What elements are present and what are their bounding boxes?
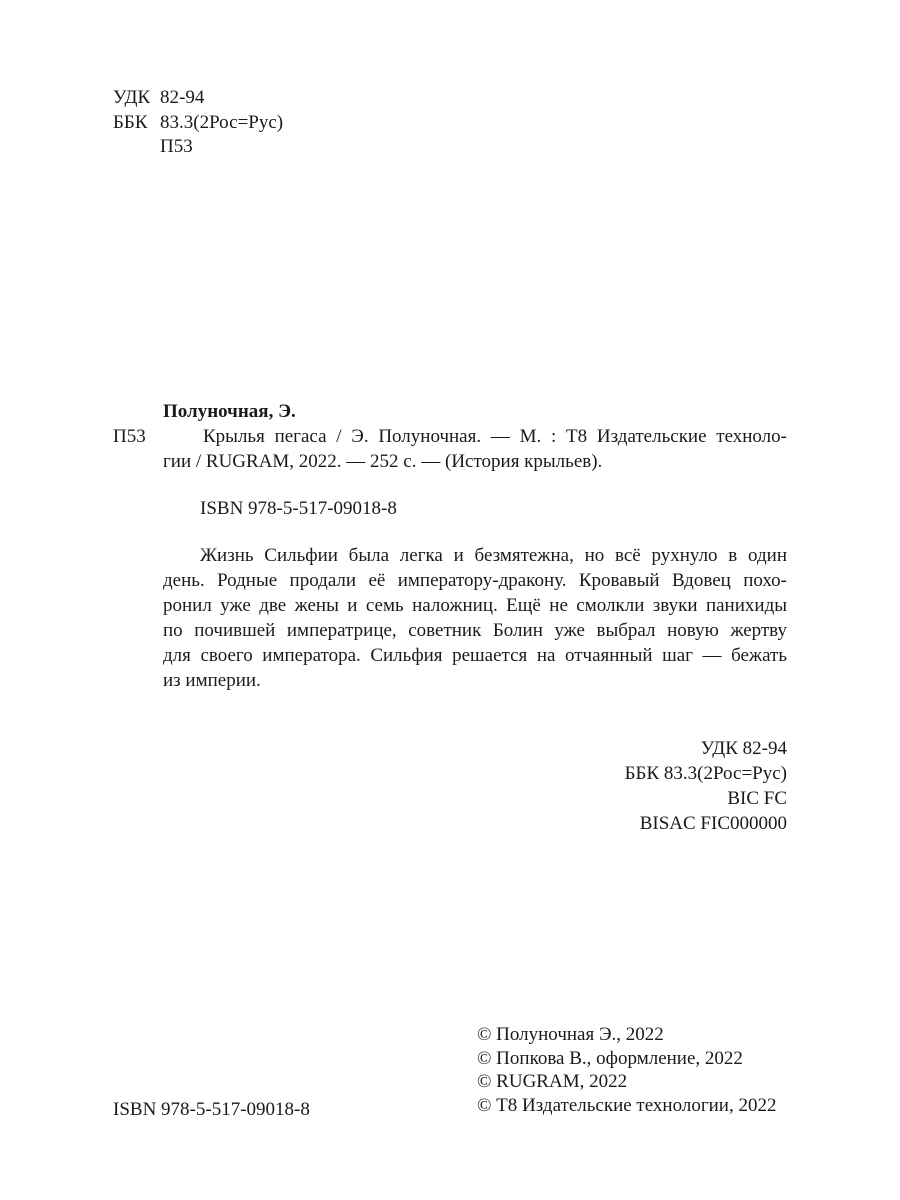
bbk-code: ББК 83.3(2Рос=Рус) xyxy=(624,763,787,784)
author-mark-entry: П53 xyxy=(113,426,146,447)
bbk-line xyxy=(113,113,283,132)
annotation-line: по почившей императрице, советник Болин уже выбрал новую жертву xyxy=(163,620,787,641)
annotation-line: для своего императора. Сильфия решается на отчаянный шаг — бежать xyxy=(163,645,787,666)
copyright-line: © Т8 Издательские технологии, 2022 xyxy=(477,1094,777,1116)
udk-line xyxy=(113,88,204,107)
bbk-label: ББК xyxy=(113,112,148,133)
bisac-code: BISAC FIC000000 xyxy=(639,813,787,834)
annotation xyxy=(163,543,787,693)
copyright-line: © Попкова В., оформление, 2022 xyxy=(477,1047,743,1069)
classification-codes xyxy=(625,736,787,836)
bic-code: BIC FC xyxy=(727,788,787,809)
annotation-line: Жизнь Сильфии была легка и безмятежна, но всё рухнуло в один xyxy=(200,545,787,566)
isbn-footer: ISBN 978-5-517-09018-8 xyxy=(113,1099,310,1120)
udk-label: УДК xyxy=(113,87,151,108)
udk-code: УДК 82-94 xyxy=(700,738,787,759)
annotation-line: день. Родные продали её императору-дракону. Кровавый Вдовец похо- xyxy=(163,570,787,591)
annotation-line: из империи. xyxy=(163,670,261,691)
udk-value: 82-94 xyxy=(160,87,205,108)
copyright-line: © Полуночная Э., 2022 xyxy=(477,1024,664,1045)
copyright-line: © RUGRAM, 2022 xyxy=(477,1071,628,1092)
description-line-2: гии / RUGRAM, 2022. — 252 с. — (История крыльев). xyxy=(163,451,603,472)
author-mark-top: П53 xyxy=(160,136,193,157)
copyright-block xyxy=(477,1023,776,1117)
bbk-value: 83.3(2Рос=Рус) xyxy=(160,112,284,133)
description-line-1: Крылья пегаса / Э. Полуночная. — М. : Т8 Издательские техноло- xyxy=(203,426,787,447)
annotation-line: ронил уже две жены и семь наложниц. Ещё не смолкли звуки панихиды xyxy=(163,595,787,616)
isbn-entry: ISBN 978-5-517-09018-8 xyxy=(200,498,397,519)
author-heading: Полуночная, Э. xyxy=(163,401,296,422)
